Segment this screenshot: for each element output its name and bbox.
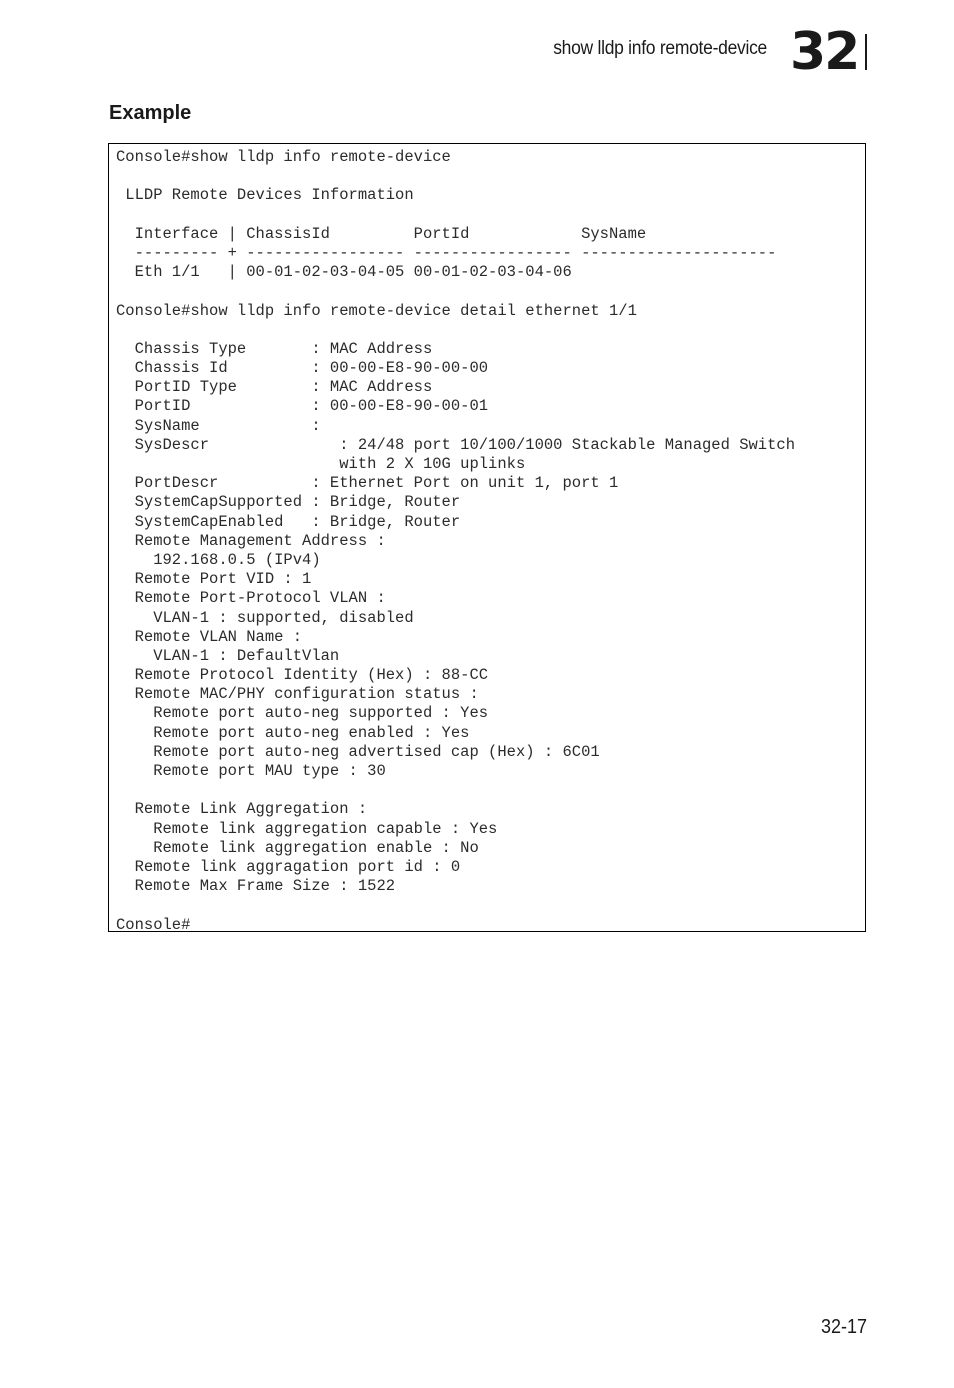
console-line: LLDP Remote Devices Information xyxy=(116,186,414,205)
console-line: SysDescr : 24/48 port 10/100/1000 Stackable Managed Switch xyxy=(116,435,796,454)
console-line: Remote link aggragation port id : 0 xyxy=(116,857,461,876)
page-number: 32-17 xyxy=(820,1316,867,1338)
console-line: SystemCapSupported : Bridge, Router xyxy=(116,493,461,512)
console-line: Remote link aggregation enable : No xyxy=(116,838,479,857)
console-output xyxy=(116,148,795,935)
console-line: Console#show lldp info remote-device xyxy=(116,148,451,166)
console-line: Remote Port-Protocol VLAN : xyxy=(116,589,386,608)
console-line: Remote Port VID : 1 xyxy=(116,570,312,589)
console-line: Remote VLAN Name : xyxy=(116,627,303,646)
console-line: 192.168.0.5 (IPv4) xyxy=(116,550,321,569)
console-line: with 2 X 10G uplinks xyxy=(116,455,526,473)
section-heading: Example xyxy=(109,102,192,124)
console-line: SysName : xyxy=(116,416,321,435)
console-line: Remote port MAU type : 30 xyxy=(116,762,386,780)
console-line xyxy=(116,206,795,225)
console-line: Remote Protocol Identity (Hex) : 88-CC xyxy=(116,666,489,685)
console-line: VLAN-1 : DefaultVlan xyxy=(116,646,340,665)
chapter-number: 32 xyxy=(790,22,859,82)
console-line: PortID : 00-00-E8-90-00-01 xyxy=(116,397,489,416)
console-line: Remote Link Aggregation : xyxy=(116,800,368,819)
running-header-title: show lldp info remote-device xyxy=(553,38,767,59)
console-line: Interface | ChassisId PortId SysName xyxy=(116,224,647,243)
console-line: PortID Type : MAC Address xyxy=(116,378,433,397)
console-line: Chassis Type : MAC Address xyxy=(116,339,433,358)
console-line xyxy=(116,282,795,301)
console-line: Remote port auto-neg advertised cap (Hex) : 6C01 xyxy=(116,742,600,761)
console-output-box xyxy=(108,143,866,932)
console-line: Remote Management Address : xyxy=(116,531,386,550)
console-line: Console# xyxy=(116,915,191,934)
console-line xyxy=(116,896,795,915)
console-line: VLAN-1 : supported, disabled xyxy=(116,608,414,627)
console-line: --------- + ----------------- ----------------- --------------------- xyxy=(116,243,777,262)
console-line: Eth 1/1 | 00-01-02-03-04-05 00-01-02-03-04-06 xyxy=(116,263,572,282)
console-line: Remote link aggregation capable : Yes xyxy=(116,819,498,838)
console-line: Remote Max Frame Size : 1522 xyxy=(116,877,396,896)
console-line xyxy=(116,781,795,800)
console-line: Remote port auto-neg supported : Yes xyxy=(116,704,489,723)
console-line xyxy=(116,321,795,340)
chapter-divider xyxy=(865,34,867,70)
console-line xyxy=(116,167,795,186)
console-line: SystemCapEnabled : Bridge, Router xyxy=(116,512,461,531)
console-line: Remote MAC/PHY configuration status : xyxy=(116,685,479,704)
console-line: Remote port auto-neg enabled : Yes xyxy=(116,723,470,742)
console-line: PortDescr : Ethernet Port on unit 1, port 1 xyxy=(116,474,619,493)
console-line: Console#show lldp info remote-device detail ethernet 1/1 xyxy=(116,301,637,320)
console-line: Chassis Id : 00-00-E8-90-00-00 xyxy=(116,359,489,378)
